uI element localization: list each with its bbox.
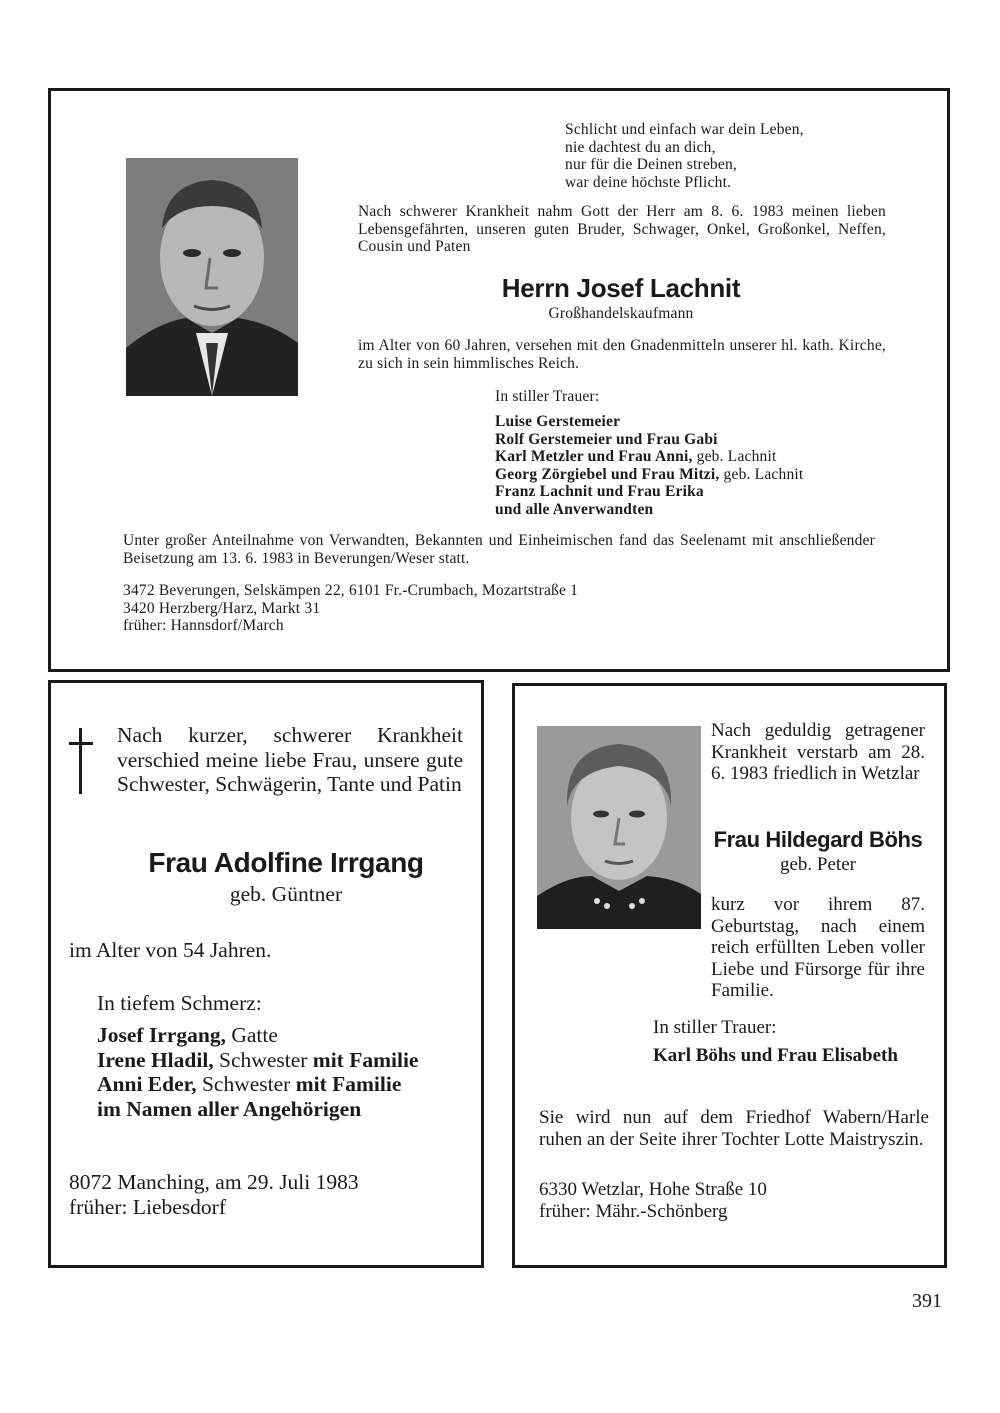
mourning-label: In stiller Trauer:: [495, 388, 600, 405]
obituary-notice-irrgang: [48, 680, 484, 1268]
age-text: im Alter von 60 Jahren, versehen mit den Gnadenmitteln unserer hl. kath. Kirche, zu sich in sein himmlisches Reich.: [358, 337, 886, 372]
list-item: Karl Metzler und Frau Anni, geb. Lachnit: [495, 448, 777, 465]
obituary-notice-lachnit: [48, 88, 950, 672]
list-item: im Namen aller Angehörigen: [97, 1096, 362, 1121]
address-block: [123, 582, 875, 635]
mourners-list: Karl Böhs und Frau Elisabeth: [653, 1045, 898, 1066]
age-text: im Alter von 54 Jahren.: [69, 938, 272, 962]
death-announcement-text: Nach kurzer, schwerer Krankheit verschied meine liebe Frau, unsere gute Schwester, Schwägerin, Tante und Patin: [117, 723, 463, 796]
list-item: Rolf Gerstemeier und Frau Gabi: [495, 430, 718, 448]
address-line: früher: Hannsdorf/March: [123, 617, 284, 634]
list-item: Irene Hladil, Schwester mit Familie: [97, 1047, 419, 1072]
poem-line: war deine höchste Pflicht.: [565, 173, 732, 191]
list-item: Luise Gerstemeier: [495, 413, 621, 430]
mourners-list: [495, 413, 915, 518]
address-line: früher: Liebesdorf: [69, 1194, 226, 1219]
burial-text: Sie wird nun auf dem Friedhof Wabern/Harle ruhen an der Seite ihrer Tochter Lotte Maistryszin.: [539, 1107, 929, 1150]
death-announcement-text: Nach schwerer Krankheit nahm Gott der Herr am 8. 6. 1983 meinen lieben Lebensgefährten, unseren guten Bruder, Schwager, Onkel, Großonkel, Neffen, Cousin und Paten: [358, 203, 886, 255]
memorial-poem: [565, 121, 895, 191]
life-text: kurz vor ihrem 87. Geburtstag, nach einem reich erfüllten Leben voller Liebe und Fürsorge für ihre Familie.: [711, 894, 925, 1001]
address-line: 8072 Manching, am 29. Juli 1983: [69, 1170, 359, 1194]
address-line: früher: Mähr.-Schönberg: [539, 1200, 728, 1222]
funeral-text: Unter großer Anteilnahme von Verwandten, Bekannten und Einheimischen fand das Seelenamt mit anschließender Beisetzung am 13. 6. 1983 in Beverungen/Weser statt.: [123, 532, 875, 567]
page-number: 391: [912, 1290, 942, 1312]
poem-line: nur für die Deinen streben,: [565, 156, 737, 173]
address-block: [539, 1179, 929, 1222]
address-line: 6330 Wetzlar, Hohe Straße 10: [539, 1179, 767, 1200]
birth-name: geb. Güntner: [229, 882, 343, 906]
deceased-name: Herrn Josef Lachnit: [501, 273, 741, 303]
obituary-notice-boehs: [512, 683, 947, 1268]
death-announcement-text: Nach geduldig getragener Krankheit verstarb am 28. 6. 1983 friedlich in Wetzlar: [711, 720, 925, 784]
list-item: Josef Irrgang, Gatte: [97, 1023, 278, 1047]
list-item: Anni Eder, Schwester mit Familie: [97, 1072, 402, 1096]
poem-line: Schlicht und einfach war dein Leben,: [565, 121, 804, 138]
list-item: Georg Zörgiebel und Frau Mitzi, geb. Lachnit: [495, 465, 804, 483]
portrait-photo-hildegard-boehs: [537, 726, 701, 929]
address-line: 3420 Herzberg/Harz, Markt 31: [123, 599, 321, 617]
cross-icon: [69, 728, 93, 794]
deceased-occupation: Großhandelskaufmann: [548, 305, 694, 322]
list-item: und alle Anverwandten: [495, 500, 654, 518]
deceased-name: Frau Hildegard Böhs: [713, 827, 923, 852]
mourners-list: [97, 1023, 477, 1121]
address-line: 3472 Beverungen, Selskämpen 22, 6101 Fr.-Crumbach, Mozartstraße 1: [123, 582, 579, 599]
address-block: [69, 1170, 449, 1219]
portrait-photo-josef-lachnit: [126, 158, 298, 396]
mourning-label: In stiller Trauer:: [653, 1017, 777, 1038]
list-item: Franz Lachnit und Frau Erika: [495, 483, 704, 500]
birth-name: geb. Peter: [780, 854, 856, 875]
deceased-name: Frau Adolfine Irrgang: [148, 847, 424, 878]
mourning-label: In tiefem Schmerz:: [97, 991, 262, 1015]
poem-line: nie dachtest du an dich,: [565, 138, 716, 156]
